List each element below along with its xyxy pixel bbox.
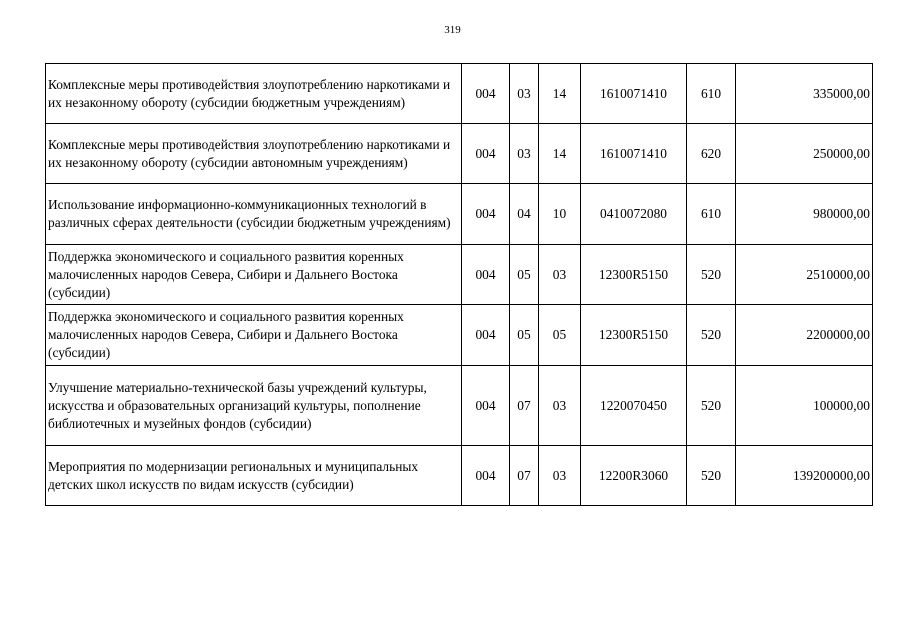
table-row xyxy=(46,124,873,184)
section-code-cell: 07 xyxy=(510,366,539,446)
ministry-code-cell: 004 xyxy=(462,184,510,245)
amount-cell: 980000,00 xyxy=(736,184,873,245)
target-article-cell: 12300R5150 xyxy=(581,245,687,305)
table-row xyxy=(46,184,873,245)
expense-name-cell: Использование информационно-коммуникационных технологий в различных сферах деятельности (субсидии бюджетным учреждениям) xyxy=(46,184,462,245)
expense-name-cell: Улучшение материально-технической базы учреждений культуры, искусства и образовательных организаций культуры, пополнение библиотечных и музейных фондов (субсидии) xyxy=(46,366,462,446)
amount-cell: 335000,00 xyxy=(736,64,873,124)
subsection-code-cell: 03 xyxy=(539,446,581,506)
section-code-cell: 04 xyxy=(510,184,539,245)
ministry-code-cell: 004 xyxy=(462,446,510,506)
target-article-cell: 1220070450 xyxy=(581,366,687,446)
ministry-code-cell: 004 xyxy=(462,124,510,184)
expense-name-cell: Комплексные меры противодействия злоупотреблению наркотиками и их незаконному обороту (субсидии автономным учреждениям) xyxy=(46,124,462,184)
expense-type-cell: 520 xyxy=(687,305,736,366)
expense-name-cell: Мероприятия по модернизации региональных и муниципальных детских школ искусств по видам искусств (субсидии) xyxy=(46,446,462,506)
section-code-cell: 03 xyxy=(510,124,539,184)
amount-cell: 2200000,00 xyxy=(736,305,873,366)
section-code-cell: 05 xyxy=(510,305,539,366)
subsection-code-cell: 03 xyxy=(539,366,581,446)
page-number: 319 xyxy=(444,24,461,36)
subsection-code-cell: 10 xyxy=(539,184,581,245)
ministry-code-cell: 004 xyxy=(462,366,510,446)
target-article-cell: 0410072080 xyxy=(581,184,687,245)
budget-table xyxy=(45,63,873,506)
expense-type-cell: 520 xyxy=(687,446,736,506)
budget-table-body xyxy=(46,64,873,506)
amount-cell: 139200000,00 xyxy=(736,446,873,506)
section-code-cell: 07 xyxy=(510,446,539,506)
target-article-cell: 1610071410 xyxy=(581,124,687,184)
expense-name-cell: Поддержка экономического и социального развития коренных малочисленных народов Севера, Сибири и Дальнего Востока (субсидии) xyxy=(46,245,462,305)
target-article-cell: 12300R5150 xyxy=(581,305,687,366)
amount-cell: 100000,00 xyxy=(736,366,873,446)
expense-type-cell: 610 xyxy=(687,64,736,124)
expense-name-cell: Комплексные меры противодействия злоупотреблению наркотиками и их незаконному обороту (субсидии бюджетным учреждениям) xyxy=(46,64,462,124)
table-row xyxy=(46,245,873,305)
section-code-cell: 03 xyxy=(510,64,539,124)
expense-type-cell: 520 xyxy=(687,366,736,446)
amount-cell: 2510000,00 xyxy=(736,245,873,305)
section-code-cell: 05 xyxy=(510,245,539,305)
target-article-cell: 12200R3060 xyxy=(581,446,687,506)
ministry-code-cell: 004 xyxy=(462,245,510,305)
target-article-cell: 1610071410 xyxy=(581,64,687,124)
ministry-code-cell: 004 xyxy=(462,64,510,124)
table-row xyxy=(46,446,873,506)
expense-type-cell: 520 xyxy=(687,245,736,305)
expense-type-cell: 610 xyxy=(687,184,736,245)
ministry-code-cell: 004 xyxy=(462,305,510,366)
expense-name-cell: Поддержка экономического и социального развития коренных малочисленных народов Севера, Сибири и Дальнего Востока (субсидии) xyxy=(46,305,462,366)
subsection-code-cell: 14 xyxy=(539,64,581,124)
table-row xyxy=(46,366,873,446)
amount-cell: 250000,00 xyxy=(736,124,873,184)
subsection-code-cell: 03 xyxy=(539,245,581,305)
table-row xyxy=(46,305,873,366)
subsection-code-cell: 14 xyxy=(539,124,581,184)
expense-type-cell: 620 xyxy=(687,124,736,184)
table-row xyxy=(46,64,873,124)
subsection-code-cell: 05 xyxy=(539,305,581,366)
